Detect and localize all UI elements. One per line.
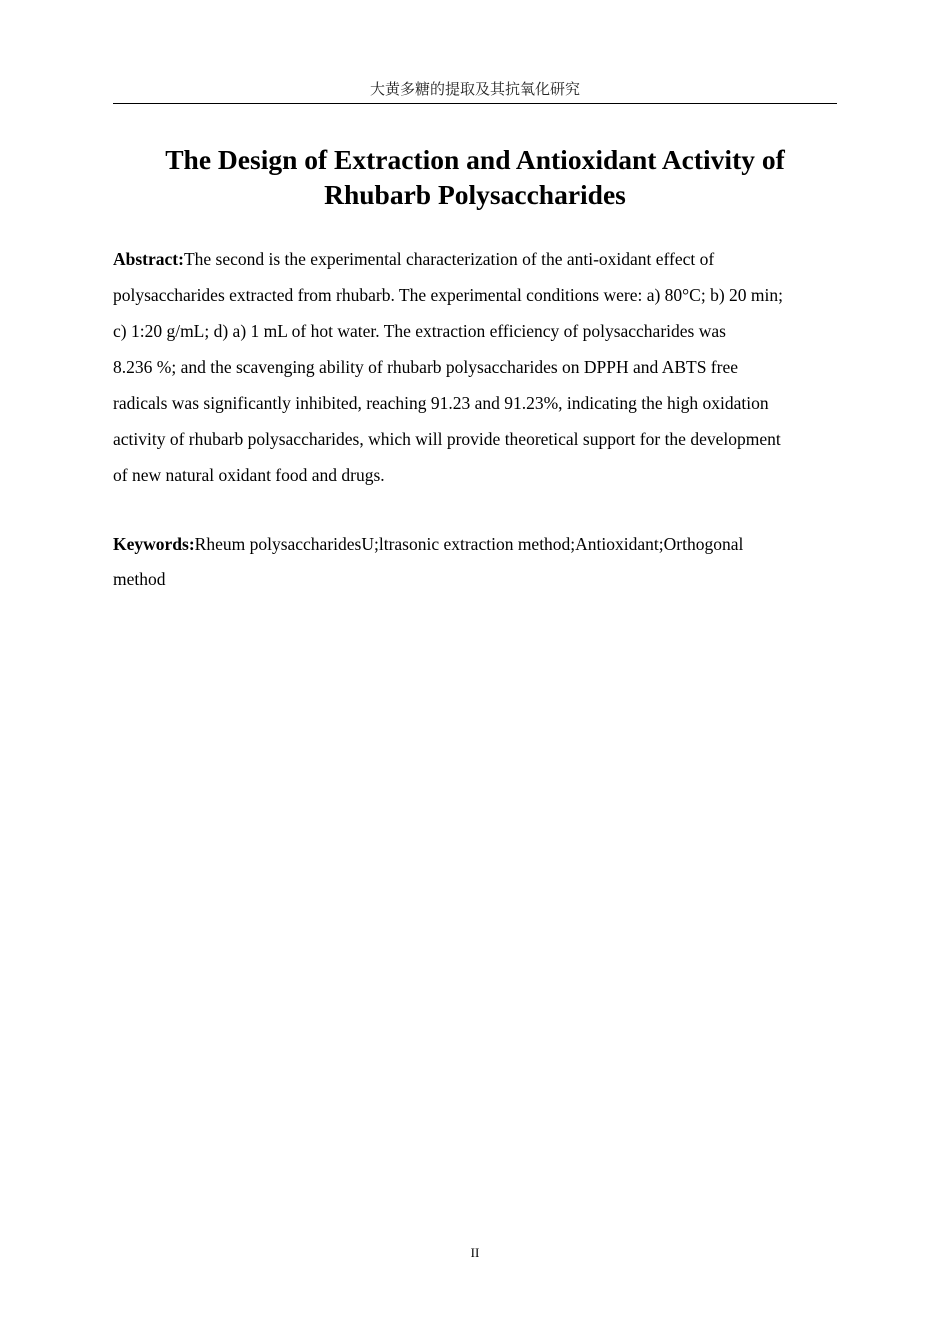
abstract-paragraph	[113, 241, 843, 493]
abstract-line: polysaccharides extracted from rhubarb. The experimental conditions were: a) 80°C; b) 20 min;	[113, 285, 783, 305]
header-rule	[113, 103, 837, 104]
keywords-paragraph	[113, 527, 843, 597]
running-header: 大黄多糖的提取及其抗氧化研究	[369, 80, 580, 98]
abstract-line: activity of rhubarb polysaccharides, which will provide theoretical support for the development	[113, 429, 781, 449]
abstract-line	[113, 241, 843, 277]
title-line-1: The Design of Extraction and Antioxidant Activity of	[165, 144, 785, 175]
abstract-text: The second is the experimental characterization of the anti-oxidant effect of	[183, 249, 715, 269]
keywords-label: Keywords:	[113, 534, 195, 554]
abstract-line: 8.236 %; and the scavenging ability of rhubarb polysaccharides on DPPH and ABTS free	[113, 357, 739, 377]
abstract-line: c) 1:20 g/mL; d) a) 1 mL of hot water. The extraction efficiency of polysaccharides was	[113, 321, 726, 341]
keywords-line: method	[113, 569, 166, 589]
abstract-line: of new natural oxidant food and drugs.	[113, 465, 385, 485]
paper-title	[113, 142, 837, 212]
page-number: II	[470, 1245, 480, 1260]
abstract-line: radicals was significantly inhibited, reaching 91.23 and 91.23%, indicating the high oxidation	[113, 393, 769, 413]
abstract-label: Abstract:	[113, 249, 184, 269]
keywords-text: Rheum polysaccharidesU;ltrasonic extraction method;Antioxidant;Orthogonal	[194, 534, 744, 554]
title-line-2: Rhubarb Polysaccharides	[324, 179, 626, 210]
keywords-line	[113, 527, 843, 562]
